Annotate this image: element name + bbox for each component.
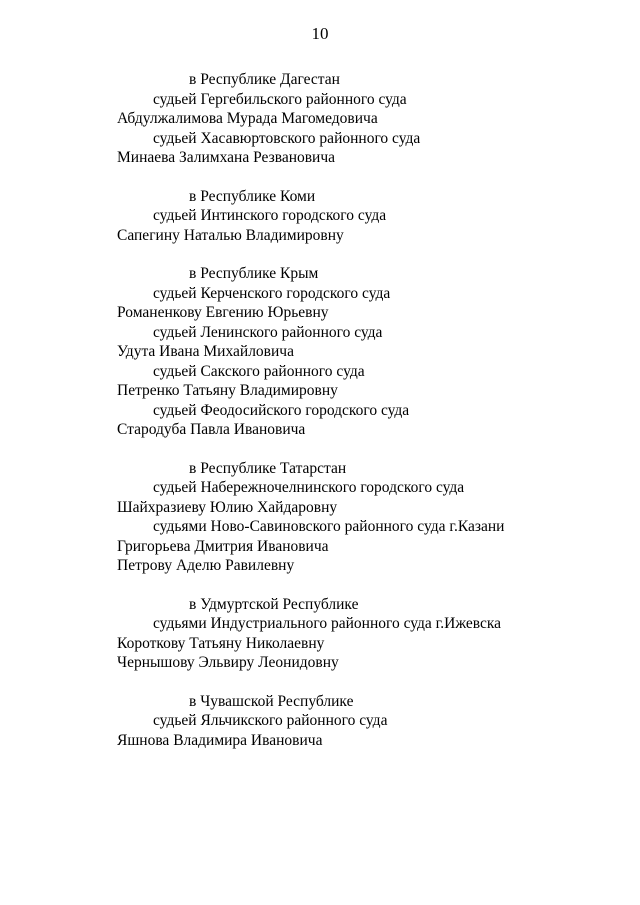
court-assignment: судьей Яльчикского районного суда (153, 712, 388, 729)
region-heading: в Чувашской Республике (189, 692, 354, 710)
judge-name: Григорьева Дмитрия Ивановича (117, 537, 329, 555)
judge-name: Короткову Татьяну Николаевну (117, 634, 325, 652)
region-section (117, 459, 617, 576)
court-assignment: судьей Ленинского районного суда (153, 323, 383, 341)
court-assignment: судьей Гергебильского районного суда (153, 90, 407, 108)
court-assignment: судьей Керченского городского суда (153, 284, 391, 302)
court-assignment: судьей Интинского городского суда (153, 207, 387, 224)
region-section (117, 692, 617, 751)
judge-name: Абдулжалимова Мурада Магомедовича (117, 110, 378, 127)
region-section (117, 70, 617, 168)
court-assignment: судьями Ново-Савиновского районного суда г.Казани (153, 518, 505, 535)
region-section (117, 187, 617, 246)
court-assignment: судьей Хасавюртовского районного суда (153, 129, 421, 147)
region-section (117, 264, 617, 440)
judge-name: Романенкову Евгению Юрьевну (117, 304, 329, 321)
region-heading: в Республике Дагестан (189, 71, 340, 88)
region-heading: в Республике Татарстан (189, 459, 347, 477)
court-assignment: судьей Набережночелнинского городского суда (153, 479, 465, 496)
judge-name: Стародуба Павла Ивановича (117, 421, 306, 438)
judge-name: Сапегину Наталью Владимировну (117, 226, 344, 244)
region-heading: в Республике Крым (189, 265, 319, 282)
page-number: 10 (311, 24, 329, 43)
region-section (117, 595, 617, 673)
court-assignment: судьями Индустриального районного суда г.Ижевска (153, 615, 502, 632)
judge-name: Минаева Залимхана Резвановича (117, 149, 336, 166)
judge-name: Петренко Татьяну Владимировну (117, 382, 338, 399)
judge-name: Яшнова Владимира Ивановича (117, 731, 323, 749)
court-assignment: судьей Сакского районного суда (153, 362, 365, 380)
judge-name: Чернышову Эльвиру Леонидовну (117, 654, 339, 671)
court-assignment: судьей Феодосийского городского суда (153, 401, 410, 419)
region-heading: в Республике Коми (189, 187, 316, 205)
judge-name: Петрову Аделю Равилевну (117, 557, 295, 574)
judge-name: Удута Ивана Михайловича (117, 343, 294, 360)
document-body (117, 70, 617, 769)
judge-name: Шайхразиеву Юлию Хайдаровну (117, 498, 338, 516)
region-heading: в Удмуртской Республике (189, 595, 359, 613)
